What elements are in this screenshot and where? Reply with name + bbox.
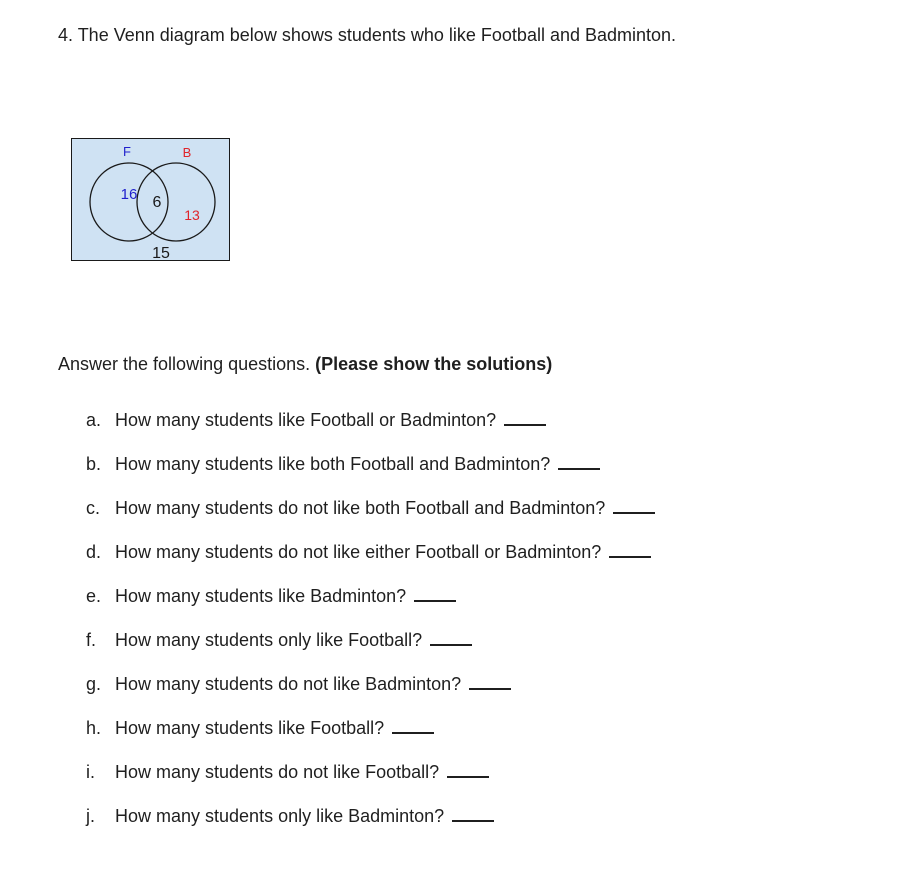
answer-blank[interactable] [414,588,456,602]
question-letter: e. [86,586,102,606]
venn-diagram [71,138,231,262]
question-item [86,409,546,431]
badminton-label: B [182,145,192,160]
football-label: F [123,144,131,159]
venn-svg [71,138,231,262]
question-item [86,453,600,475]
question-letter: j. [86,806,95,826]
question-text: How many students do not like Football? [115,762,440,782]
both-value: 6 [152,194,162,211]
only-badminton-value: 13 [184,207,200,223]
question-text: How many students like both Football and Badminton? [115,454,551,474]
instruction-bold: (Please show the solutions) [315,354,553,374]
question-item [86,629,472,651]
question-letter: a. [86,410,102,430]
question-heading: 4. The Venn diagram below shows students who like Football and Badminton. [58,25,677,45]
answer-blank[interactable] [609,544,651,558]
answer-blank[interactable] [469,676,511,690]
instruction-prefix: Answer the following questions. [58,354,316,374]
question-text: How many students like Football or Badminton? [115,410,497,430]
answer-blank[interactable] [558,456,600,470]
question-item [86,541,651,563]
question-text: How many students do not like both Football and Badminton? [115,498,606,518]
venn-universe-box [72,139,230,261]
question-text: How many students do not like Badminton? [115,674,462,694]
question-letter: b. [86,454,102,474]
answer-blank[interactable] [452,808,494,822]
question-text: How many students like Football? [115,718,385,738]
question-item [86,805,494,827]
question-text: How many students only like Football? [115,630,423,650]
question-item [86,761,489,783]
question-letter: i. [86,762,95,782]
answer-blank[interactable] [447,764,489,778]
question-item [86,585,456,607]
only-football-value: 16 [120,186,138,203]
question-letter: c. [86,498,101,518]
answer-blank[interactable] [392,720,434,734]
question-item [86,717,434,739]
question-letter: g. [86,674,102,694]
question-letter: d. [86,542,102,562]
question-letter: f. [86,630,97,650]
answer-blank[interactable] [613,500,655,514]
answer-blank[interactable] [504,412,546,426]
instruction-text [58,354,552,375]
question-item [86,497,655,519]
answer-blank[interactable] [430,632,472,646]
question-item [86,673,511,695]
question-letter: h. [86,718,102,738]
question-text: How many students like Badminton? [115,586,407,606]
neither-value: 15 [152,245,170,262]
question-text: How many students do not like either Football or Badminton? [115,542,602,562]
question-text: How many students only like Badminton? [115,806,445,826]
